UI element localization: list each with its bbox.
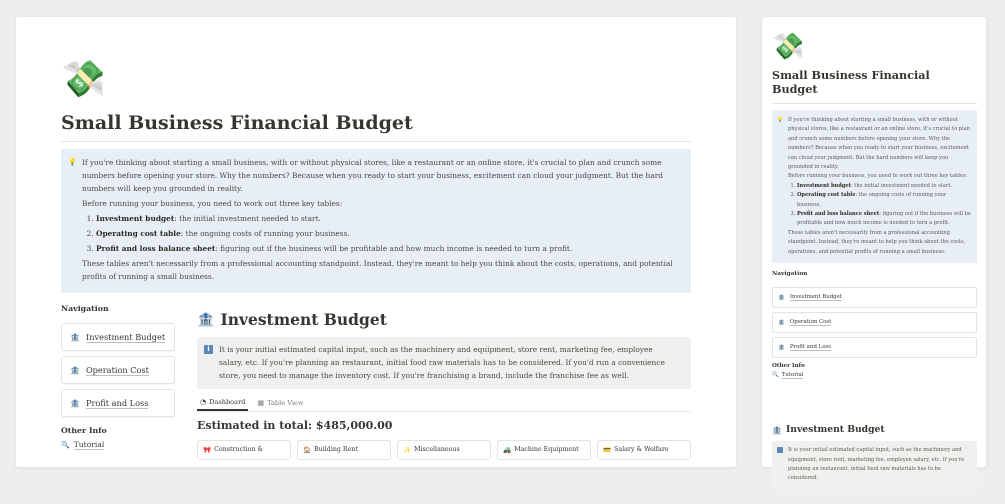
bank-icon: 🏦: [778, 319, 785, 326]
magnifier-icon: 🔍: [772, 372, 779, 379]
tab-table-view[interactable]: [254, 395, 306, 411]
tab-dashboard[interactable]: [197, 395, 248, 411]
mobile-section-title: [772, 424, 977, 435]
list-item-text: : figuring out if the business will be profitable and how much income is needed to turn a profit.: [215, 244, 573, 253]
bank-icon: 🏦: [778, 344, 785, 351]
nav-button-label: Profit and Loss: [85, 397, 149, 408]
mobile-intro-paragraph-2: Before running your business, you need to work out three key tables:: [788, 173, 968, 180]
nav-operation-cost-button[interactable]: [61, 356, 175, 384]
nav-button-label: Investment Budget: [85, 331, 166, 342]
table-icon: ▦: [257, 399, 265, 407]
section-title-text: Investment Budget: [220, 310, 387, 329]
lower-section: [61, 304, 691, 504]
info-icon: i: [204, 345, 213, 354]
investment-note-text: It is your initial estimated capital input, such as the machinery and equipment, store rent, marketing fee, employee salary, etc. If you're planning an restaurant, initial food raw materials has to be considered.: [788, 447, 965, 482]
list-item-bold: Profit and loss balance sheet: [96, 244, 216, 253]
bank-icon: 🏦: [778, 294, 785, 301]
money-with-wings-icon: 💸: [772, 32, 805, 62]
mobile-nav-investment-budget-button[interactable]: [772, 287, 977, 308]
tutorial-label: Tutorial: [73, 440, 105, 449]
intro-paragraph-1: If you're thinking about starting a small business, with or without physical stores, like a restaurant or an online store, it's crucial to plan and crunch some numbers before opening your store. Why the numbers? Because when you ready to start your business, excitement can cloud your judgment. But the hard numbers will keep you grounded in reality.: [82, 158, 663, 193]
section-title: [197, 310, 691, 329]
list-item-bold: Profit and loss balance sheet: [797, 211, 880, 218]
list-item-bold: Investment budget: [797, 182, 851, 189]
card-construction[interactable]: [197, 440, 291, 460]
bank-icon: 🏦: [772, 424, 782, 435]
nav-profit-and-loss-button[interactable]: [61, 389, 175, 417]
lightbulb-icon: 💡: [68, 158, 77, 166]
list-item: [96, 212, 676, 225]
card-label: Salary & Welfare: [614, 446, 669, 453]
investment-section: [197, 310, 691, 460]
nav-button-label: Investment Budget: [789, 294, 842, 301]
investment-note-text: It is your initial estimated capital input, such as the machinery and equipment, store rent, marketing fee, employee salary, etc. If you're planning an restaurant, initial food raw materials has to be considered. If you'd run a convenience store, you need to manage the inventory cost. If you're franchising a brand, include the franchise fee as well.: [219, 345, 665, 380]
list-item-text: : figuring out if the business will be profitable and how much income is needed to turn a profit.: [797, 211, 971, 227]
key-tables-list: [96, 212, 676, 255]
credit-card-icon: 💳: [603, 446, 612, 454]
other-info-title: Other Info: [61, 426, 107, 435]
nav-investment-budget-button[interactable]: [61, 323, 175, 351]
navigation-column: [61, 304, 175, 450]
tutorial-label: Tutorial: [781, 372, 804, 379]
main-content: [61, 59, 691, 504]
bank-icon: 🏦: [70, 398, 80, 408]
card-salary-welfare[interactable]: [597, 440, 691, 460]
mobile-intro-paragraph-3: These tables aren't necessarily from a professional accounting standpoint. Instead, they're meant to help you think about the costs, operations, and potential profits of running a small business.: [788, 229, 966, 255]
dashboard-icon: ◔: [200, 398, 207, 406]
magnifier-icon: 🔍: [61, 441, 70, 449]
list-item: [797, 182, 971, 191]
section-title-text: Investment Budget: [785, 424, 885, 436]
mobile-other-info-title: Other Info: [772, 363, 805, 370]
list-item-text: : the initial investment needed to start.: [850, 182, 952, 189]
mobile-preview: [762, 17, 986, 482]
view-tabs: [197, 395, 691, 412]
card-machine-equipment[interactable]: [497, 440, 591, 460]
list-item-bold: Investment budget: [96, 214, 175, 223]
list-item: [96, 242, 676, 255]
list-item-text: : the initial investment needed to start.: [174, 214, 321, 223]
bank-icon: 🏦: [197, 311, 215, 328]
list-item-text: : the ongoing costs of running your business.: [180, 229, 350, 238]
ribbon-icon: 🎀: [203, 446, 212, 454]
navigation-title: Navigation: [61, 304, 109, 313]
sparkle-icon: ✨: [403, 446, 412, 454]
mobile-content: [772, 34, 977, 489]
tab-label: Table View: [267, 399, 304, 407]
list-item-bold: Operating cost table: [797, 192, 856, 199]
card-label: Machine Equipment: [514, 446, 579, 453]
list-item: [96, 227, 676, 240]
info-icon: [777, 447, 783, 453]
nav-button-label: Operation Cost: [85, 364, 149, 375]
mobile-tutorial-link[interactable]: [772, 372, 977, 379]
house-icon: 🏠: [303, 446, 312, 454]
intro-paragraph-2: Before running your business, you need to work out three key tables:: [82, 199, 343, 208]
card-label: Miscellaneous: [414, 446, 460, 453]
mobile-investment-note: [772, 441, 977, 489]
intro-callout: [61, 149, 691, 293]
mobile-nav-operation-cost-button[interactable]: [772, 312, 977, 333]
category-cards: [197, 440, 691, 460]
mobile-intro-callout: [772, 110, 977, 263]
tab-label: Dashboard: [209, 398, 246, 406]
list-item-text: : the ongoing costs of running your business.: [797, 192, 947, 208]
mobile-navigation-title: Navigation: [772, 271, 808, 278]
investment-note-callout: [197, 337, 691, 389]
tutorial-link[interactable]: [61, 440, 175, 450]
bank-icon: 🏦: [70, 365, 80, 375]
mobile-intro-paragraph-1: If you're thinking about starting a small business, with or without physical stores, like a restaurant or an online store, it's crucial to plan and crunch some numbers before opening your store. Why the numbers? Because when you ready to start your business, excitement can cloud your judgment. But the hard numbers will keep you grounded in reality.: [788, 117, 970, 171]
main-page: [16, 17, 736, 467]
list-item-bold: Operating cost table: [96, 229, 181, 238]
mobile-nav-profit-and-loss-button[interactable]: [772, 337, 977, 358]
money-with-wings-icon: 💸: [61, 59, 106, 100]
list-item: [797, 210, 971, 229]
card-miscellaneous[interactable]: [397, 440, 491, 460]
bank-icon: 🏦: [70, 332, 80, 342]
card-label: Building Rent: [314, 446, 358, 453]
nav-button-label: Operation Cost: [789, 319, 832, 326]
machine-icon: 🚜: [503, 446, 512, 454]
estimated-total: Estimated in total: $485,000.00: [197, 419, 393, 432]
nav-button-label: Profit and Loss: [789, 344, 831, 351]
intro-paragraph-3: These tables aren't necessarily from a professional accounting standpoint. Instead, they're meant to help you think about the costs, operations, and potential profits of running a small business.: [82, 259, 673, 281]
page-title: Small Business Financial Budget: [61, 112, 691, 142]
card-building-rent[interactable]: [297, 440, 391, 460]
mobile-key-tables-list: [797, 182, 971, 229]
list-item: [797, 191, 971, 210]
mobile-page-title: Small Business Financial Budget: [772, 68, 977, 104]
lightbulb-icon: 💡: [777, 117, 784, 123]
card-label: Construction &: [214, 446, 264, 453]
